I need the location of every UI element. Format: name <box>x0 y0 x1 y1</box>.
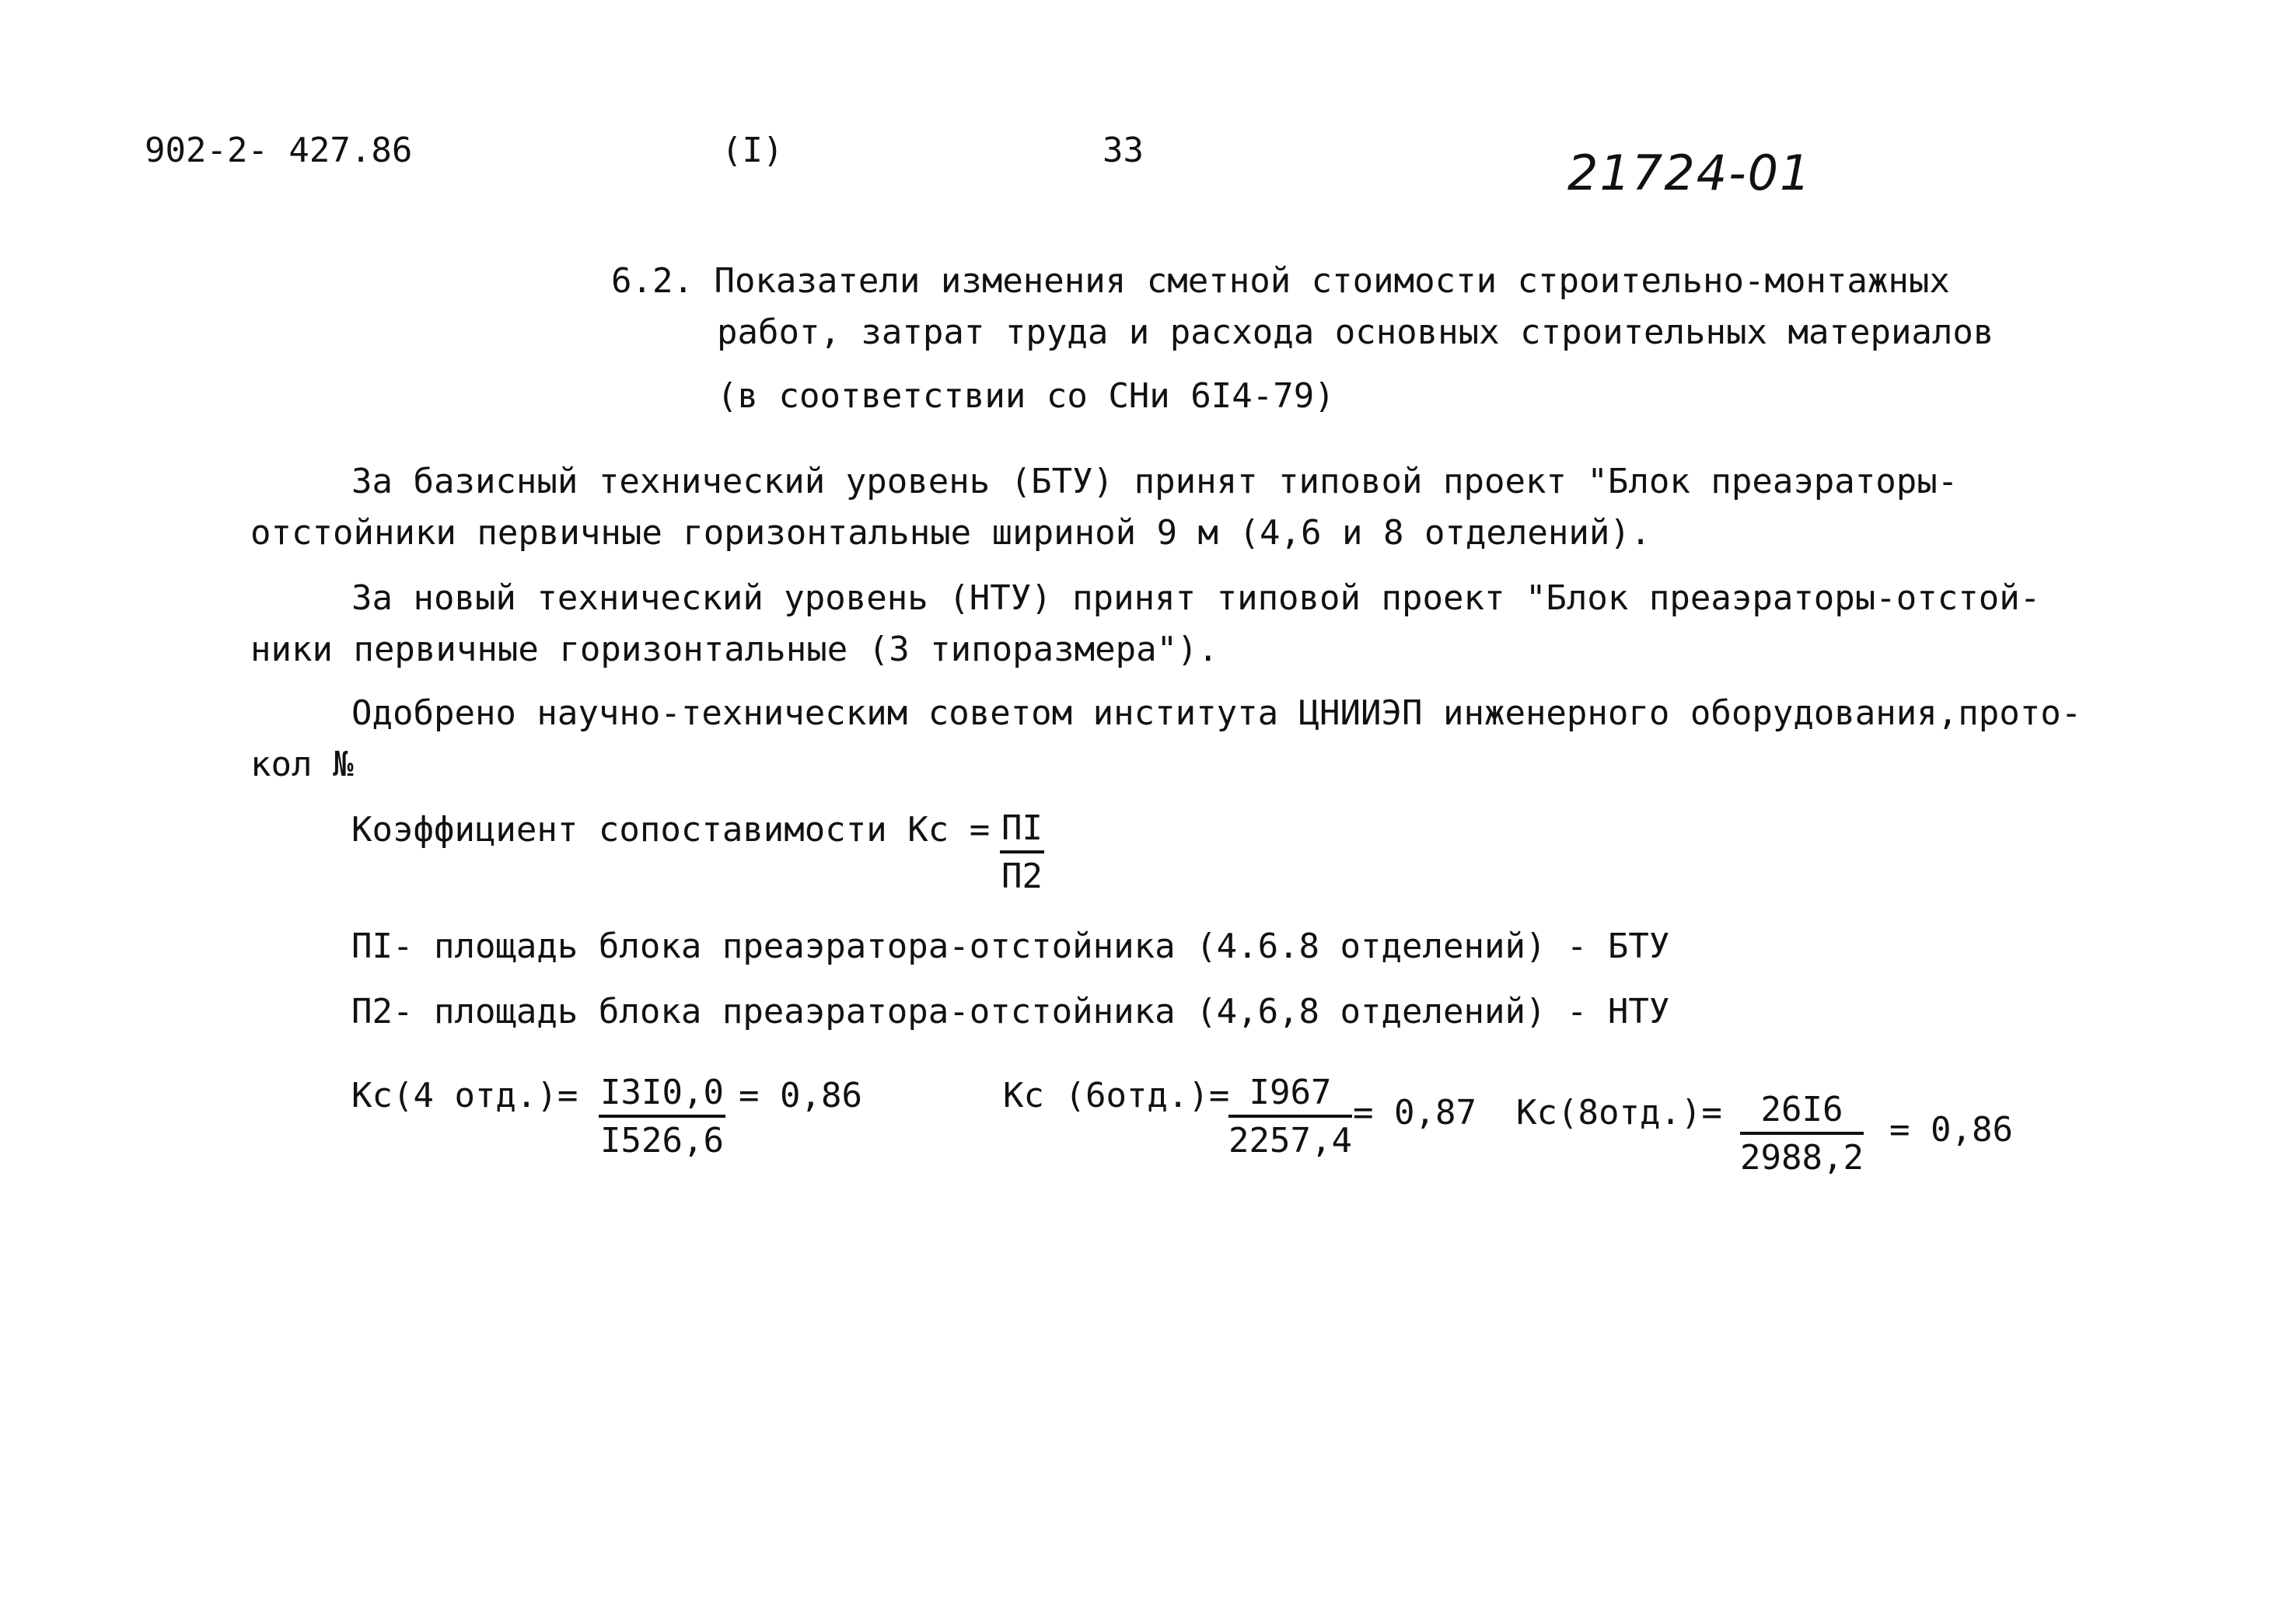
formula-2-label: Кс (6отд.)= <box>1003 1076 1230 1115</box>
formula-1-numerator: I3I0,0 <box>599 1073 725 1118</box>
coefficient-fraction <box>1000 808 1044 899</box>
paragraph-2-line2: ники первичные горизонтальные (3 типоразмера"). <box>250 630 1219 669</box>
formula-2-numerator: I967 <box>1228 1073 1352 1118</box>
formula-3-numerator: 26I6 <box>1740 1090 1864 1135</box>
formula-2-result: = 0,87 <box>1353 1093 1476 1133</box>
section-title-line2: работ, затрат труда и расхода основных строительных материалов <box>717 312 1994 352</box>
definition-p1: ПI- площадь блока преаэратора-отстойника (4.6.8 отделений) - БТУ <box>351 927 1670 966</box>
formula-1-denominator: I526,6 <box>600 1121 724 1161</box>
coefficient-numerator: ПI <box>1000 808 1044 853</box>
paragraph-3-line2: кол № <box>250 745 354 784</box>
paragraph-1-line2: отстойники первичные горизонтальные шириной 9 м (4,6 и 8 отделений). <box>250 513 1651 553</box>
page-number: 33 <box>1103 131 1144 170</box>
section-subtitle: (в соответствии со СНи 6I4-79) <box>717 376 1335 416</box>
paragraph-2-line1: За новый технический уровень (НТУ) принят типовой проект "Блок преаэраторы-отстой- <box>351 578 2041 618</box>
formula-3-label: Кс(8отд.)= <box>1516 1093 1722 1133</box>
document-code: 902-2- 427.86 <box>145 131 413 170</box>
paragraph-3-line1: Одобрено научно-техническим советом института ЦНИИЭП инженерного оборудования,прото- <box>351 693 2082 733</box>
formula-1-fraction <box>599 1073 725 1163</box>
handwritten-number: 21724-01 <box>1567 145 1812 201</box>
paragraph-1-line1: За базисный технический уровень (БТУ) принят типовой проект "Блок преаэраторы- <box>351 462 1959 501</box>
formula-3-result: = 0,86 <box>1889 1110 2013 1150</box>
definition-p2: П2- площадь блока преаэратора-отстойника (4,6,8 отделений) - НТУ <box>351 992 1670 1031</box>
formula-2-fraction <box>1228 1073 1352 1163</box>
formula-1-label: Кс(4 отд.)= <box>351 1076 578 1115</box>
formula-3-denominator: 2988,2 <box>1740 1138 1864 1178</box>
formula-3-fraction <box>1740 1090 1864 1180</box>
formula-2-denominator: 2257,4 <box>1228 1121 1352 1161</box>
formula-1-result: = 0,86 <box>739 1076 862 1115</box>
part-number: (I) <box>722 131 784 170</box>
section-title-line1: 6.2. Показатели изменения сметной стоимости строительно-монтажных <box>611 261 1950 301</box>
coefficient-denominator: П2 <box>1001 857 1043 896</box>
coefficient-label: Коэффициент сопоставимости Кс = <box>351 810 991 850</box>
